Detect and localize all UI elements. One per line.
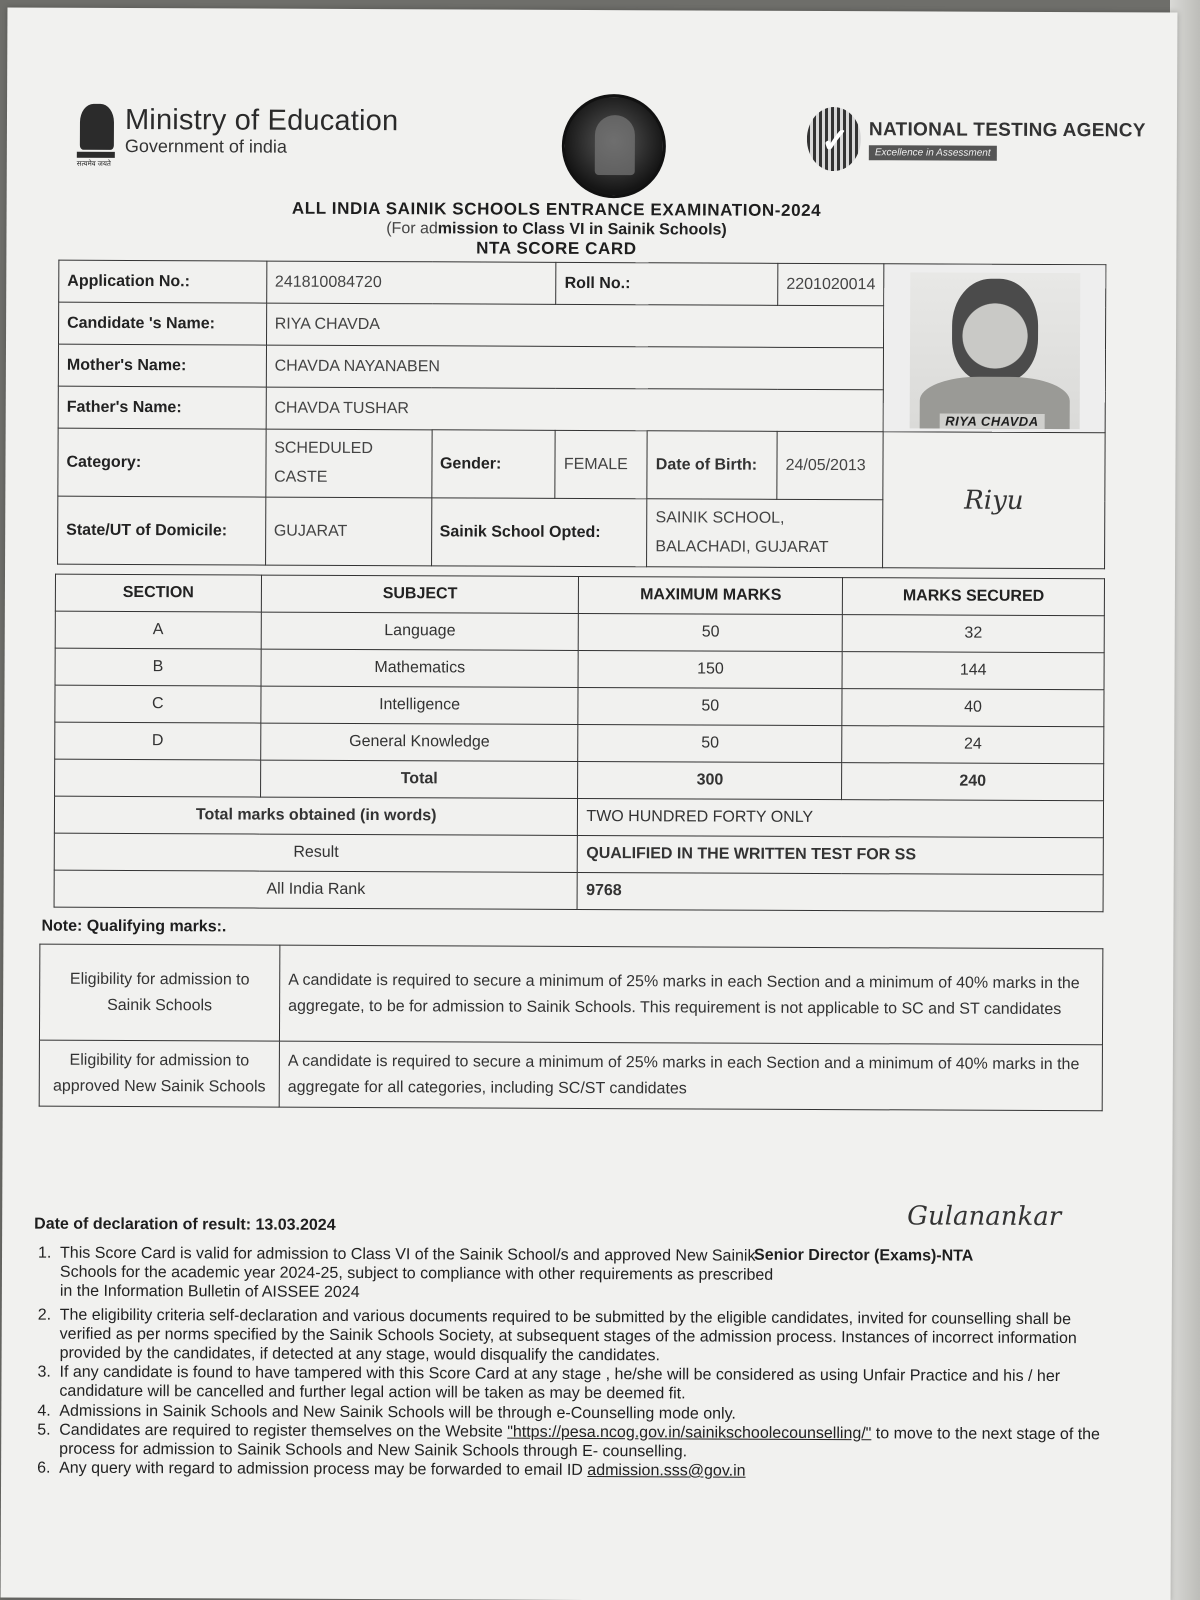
list-item: 4. Admissions in Sainik Schools and New Sainik Schools will be through e-Counselling mode only. <box>37 1402 736 1423</box>
candidate-photo <box>909 272 1080 429</box>
candidate-name-value: RIYA CHAVDA <box>266 303 884 348</box>
exam-heading <box>246 199 866 261</box>
note-title: Note: Qualifying marks:. <box>41 917 227 936</box>
dob-label: Date of Birth: <box>647 431 777 500</box>
ministry-header <box>77 104 399 171</box>
result-row <box>54 833 1103 875</box>
words-value: TWO HUNDRED FORTY ONLY <box>578 798 1104 837</box>
section-header: SECTION <box>55 574 261 612</box>
secured-marks-cell: 24 <box>842 726 1104 764</box>
list-item: 3. If any candidate is found to have tampered with this Score Card at any stage , he/she will be considered as using Unfair Practice and his / her candidature will be cancelled and further legal action will be taken as may be deemed fit. <box>37 1363 1061 1403</box>
director-title: Senior Director (Exams)-NTA <box>754 1246 974 1265</box>
candidate-signature-cell <box>883 432 1105 569</box>
school-opted-value: SAINIK SCHOOL, BALACHADI, GUJARAT <box>647 499 883 568</box>
max-marks-header: MAXIMUM MARKS <box>579 576 843 614</box>
category-label: Category: <box>58 428 266 497</box>
scorecard-title: NTA SCORE CARD <box>476 238 637 259</box>
application-no-value: 241810084720 <box>266 261 556 304</box>
max-marks-cell: 50 <box>579 613 843 651</box>
official-seal-icon <box>562 94 666 198</box>
roll-no-label: Roll No.: <box>556 262 778 305</box>
candidate-signature: Riyu <box>964 485 1024 516</box>
words-label: Total marks obtained (in words) <box>54 796 578 835</box>
candidate-photo-cell <box>883 264 1106 433</box>
category-value: SCHEDULED CASTE <box>266 429 432 498</box>
table-row <box>39 1040 1102 1111</box>
eligibility-label: Eligibility for admission to approved New Sainik Schools <box>39 1040 279 1107</box>
total-row <box>55 759 1104 801</box>
section-cell: B <box>55 648 261 686</box>
marks-table <box>54 574 1105 913</box>
eligibility-label: Eligibility for admission to Sainik Schools <box>39 944 279 1041</box>
government-name: Government of india <box>124 135 288 157</box>
nta-logo-icon: ✓ <box>807 107 861 171</box>
candidate-info-table <box>57 260 1106 570</box>
father-name-label: Father's Name: <box>58 386 266 429</box>
mother-name-label: Mother's Name: <box>58 344 266 387</box>
application-no-label: Application No.: <box>59 260 267 303</box>
list-item: 2. The eligibility criteria self-declaration and various documents required to be submitted by the eligible candidates, invited for counselling shall be verified as per norms specified by the Sainik Schools Society, at subsequent stages of the admission process. Instances of incorrect information provided by the candidates, if detected at any stage, would disqualify the candidates. <box>37 1306 1077 1365</box>
exam-subtitle: (For admission to Class VI in Sainik Schools) <box>386 220 727 239</box>
father-name-value: CHAVDA TUSHAR <box>266 387 884 432</box>
max-marks-cell: 50 <box>578 724 842 762</box>
emblem-motto: सत्यमेव जयते <box>76 160 111 168</box>
table-row <box>55 685 1104 727</box>
subject-cell: General Knowledge <box>261 723 579 761</box>
total-max: 300 <box>578 761 842 799</box>
agency-tagline: Excellence in Assessment <box>869 145 997 161</box>
photo-caption: RIYA CHAVDA <box>939 413 1044 428</box>
ministry-name: Ministry of Education <box>124 103 399 138</box>
school-opted-label: Sainik School Opted: <box>431 498 647 567</box>
table-row <box>55 722 1104 764</box>
list-item: 5. Candidates are required to register themselves on the Website "https://pesa.ncog.gov.in/sainikschoolecounselling/" to move to the next stage of the process for admission to Sainik Schools and New Sainik Schools through E- counselling. <box>37 1421 1101 1461</box>
max-marks-cell: 50 <box>578 687 842 725</box>
instructions-list <box>37 1244 1118 1483</box>
eligibility-text: A candidate is required to secure a minimum of 25% marks in each Section and a minimum of 40% marks in the aggregate for all categories, including SC/ST candidates <box>279 1041 1102 1111</box>
gender-label: Gender: <box>431 430 555 499</box>
agency-name: NATIONAL TESTING AGENCY <box>868 118 1146 141</box>
secured-marks-cell: 144 <box>842 652 1104 690</box>
counselling-website-link[interactable]: "https://pesa.ncog.gov.in/sainikschoolecounselling/" <box>507 1423 872 1442</box>
subject-header: SUBJECT <box>261 575 579 613</box>
admission-email-link[interactable]: admission.sss@gov.in <box>587 1462 746 1480</box>
rank-label: All India Rank <box>54 870 578 909</box>
total-secured: 240 <box>842 763 1104 801</box>
candidate-name-label: Candidate 's Name: <box>59 302 267 345</box>
subject-cell: Mathematics <box>261 649 579 687</box>
nta-header <box>807 107 1146 172</box>
section-cell: C <box>55 685 261 723</box>
subject-cell: Language <box>261 612 579 650</box>
rank-row <box>54 870 1103 912</box>
state-value: GUJARAT <box>265 497 431 566</box>
table-row <box>55 611 1104 653</box>
eligibility-text: A candidate is required to secure a minimum of 25% marks in each Section and a minimum of 40% marks in the aggregate, to be for admission to Sainik Schools. This requirement is not applicable to SC and ST candidates <box>279 945 1102 1045</box>
result-value: QUALIFIED IN THE WRITTEN TEST FOR SS <box>578 835 1104 874</box>
subject-cell: Intelligence <box>261 686 579 724</box>
dob-value: 24/05/2013 <box>777 431 883 499</box>
empty-cell <box>55 759 261 797</box>
section-cell: D <box>55 722 261 760</box>
rank-value: 9768 <box>578 872 1104 911</box>
exam-title: ALL INDIA SAINIK SCHOOLS ENTRANCE EXAMINATION-2024 <box>291 198 822 221</box>
table-row <box>39 944 1102 1045</box>
secured-marks-cell: 40 <box>842 689 1104 727</box>
section-cell: A <box>55 611 261 649</box>
marks-header-row <box>55 574 1104 616</box>
roll-no-value: 2201020014 <box>778 263 884 305</box>
list-item: 6. Any query with regard to admission process may be forwarded to email ID admission.sss@gov.in <box>37 1459 746 1480</box>
marks-secured-header: MARKS SECURED <box>843 578 1105 616</box>
mother-name-value: CHAVDA NAYANABEN <box>266 345 884 390</box>
national-emblem-icon <box>77 104 117 170</box>
qualifying-marks-table <box>39 944 1104 1112</box>
max-marks-cell: 150 <box>578 650 842 688</box>
result-label: Result <box>54 833 578 872</box>
director-signature: Gulanankar <box>907 1201 1062 1233</box>
secured-marks-cell: 32 <box>842 615 1104 653</box>
declaration-date: Date of declaration of result: 13.03.2024 <box>34 1215 336 1234</box>
list-item: 1. This Score Card is valid for admission to Class VI of the Sainik School/s and approved New Sainik Schools for the academic year 2024-25, subject to compliance with other requirements as prescribed in the Information Bulletin of AISSEE 2024 <box>38 1244 774 1302</box>
score-card-page <box>1 7 1178 1600</box>
total-label: Total <box>260 760 578 798</box>
gender-value: FEMALE <box>555 430 647 498</box>
state-label: State/UT of Domicile: <box>58 496 266 565</box>
words-row <box>54 796 1103 838</box>
table-row <box>55 648 1104 690</box>
